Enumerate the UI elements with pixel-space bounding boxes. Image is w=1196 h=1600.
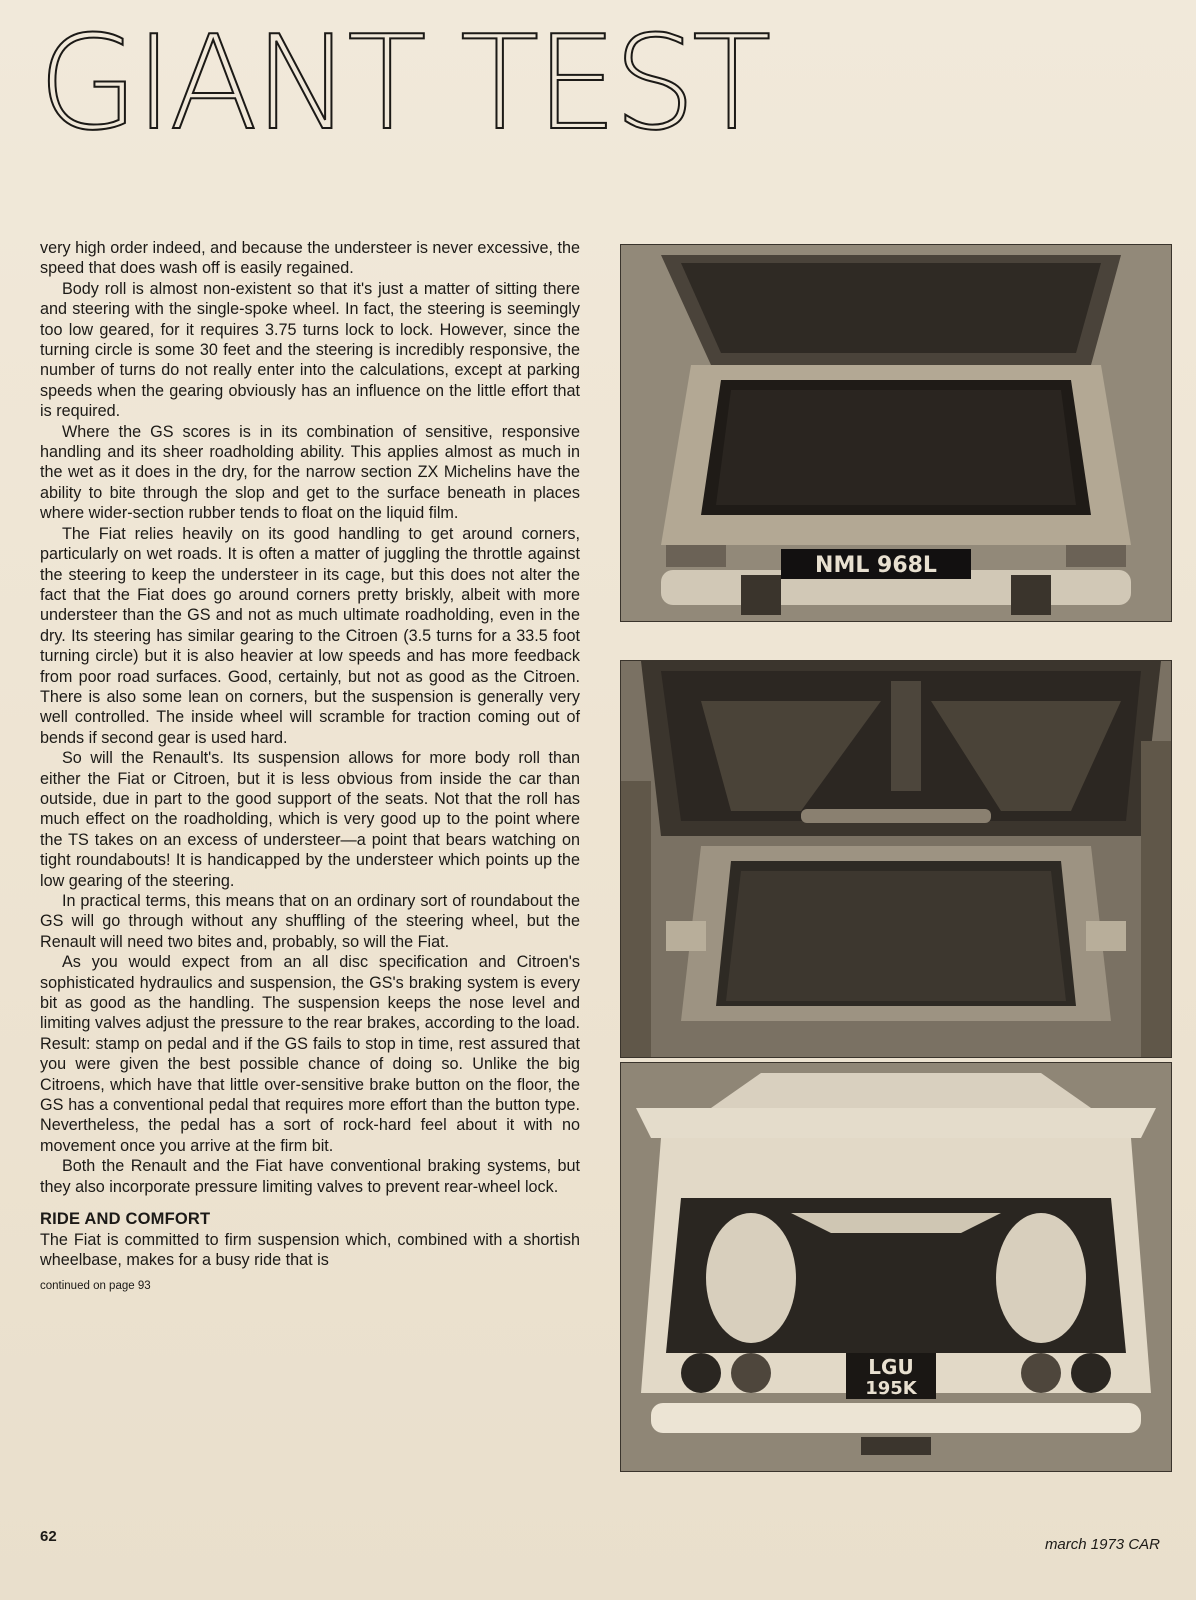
plate-bottom-line1: LGU bbox=[868, 1355, 914, 1379]
paragraph-3: Where the GS scores is in its combination of sensitive, responsive handling and its sheer roadholding ability. This applies almost as much in the wet as it does in the dry, for the narrow section ZX Michelins have the ability to bite through the slop and get to the surface beneath in places where wider-section rubber tends to float on the liquid film. bbox=[40, 422, 580, 523]
article-body bbox=[40, 238, 580, 1297]
issue-footer: march 1973 CAR bbox=[1044, 1536, 1160, 1553]
paragraph-1: very high order indeed, and because the understeer is never excessive, the speed that does wash off is easily regained. bbox=[40, 239, 580, 278]
paragraph-6: In practical terms, this means that on an ordinary sort of roundabout the GS will go through without any shuffling of the steering wheel, but the Renault will need two bites and, probably, so will the Fiat. bbox=[40, 892, 580, 951]
subhead-ride-comfort: RIDE AND COMFORT bbox=[40, 1210, 211, 1229]
paragraph-4: The Fiat relies heavily on its good handling to get around corners, particularly on wet roads. It is often a matter of juggling the throttle against the steering to keep the understeer in its cage, but this does not alter the fact that the Fiat does go around corners pretty briskly, albeit with more understeer than the GS and not as much ultimate roadholding, even in the dry. Its steering has similar gearing to the Citroen (3.5 turns for a 33.5 foot turning circle) but it is also heavier at low speeds and has more feedback from poor road surfaces. Good, certainly, but not as good as the Citroen. There is also some lean on corners, but the suspension is generally very well controlled. The inside wheel will scramble for traction coming out of bends if second gear is used hard. bbox=[40, 524, 580, 747]
paragraph-2: Body roll is almost non-existent so that it's just a matter of sitting there and steering with the single-spoke wheel. In fact, the steering is seemingly too low geared, for it requires 3.75 turns lock to lock. However, since the turning circle is some 30 feet and the steering is incredibly responsive, the number of turns do not really enter into the calculations, except at parking speeds when the gearing obviously has an influence on the little effort that is required. bbox=[40, 279, 580, 421]
plate-bottom-line2: 195K bbox=[865, 1378, 917, 1399]
continued-note: continued on page 93 bbox=[40, 1280, 151, 1293]
photo-fiat-boot bbox=[620, 1062, 1172, 1472]
paragraph-7: As you would expect from an all disc specification and Citroen's sophisticated hydraulics and suspension, the GS's braking system is every bit as good as the handling. The suspension keeps the nose level and limiting valves adjust the pressure to the rear brakes, according to the load. Result: stamp on pedal and if the GS fails to stop in time, rest assured that you were given the best possible chance of doing so. Unlike the big Citroens, which have that little over-sensitive brake button on the floor, the GS has a conventional pedal that requires more effort than the button type. Nevertheless, the pedal has a sort of rock-hard feel about it with no movement once you arrive at the firm bit. bbox=[40, 953, 580, 1155]
photo-citroen-boot bbox=[620, 244, 1172, 622]
paragraph-5: So will the Renault's. Its suspension allows for more body roll than either the Fiat or Citroen, but it is less obvious from inside the car than outside, due in part to the good support of the seats. Not that the roll has much effect on the roadholding, which is very good up to the point where the TS takes on an excess of understeer—a point that bears watching on tight roundabouts! It is handicapped by the understeer which points up the low gearing of the steering. bbox=[40, 749, 580, 890]
photo-renault-boot bbox=[620, 660, 1172, 1058]
paragraph-8: Both the Renault and the Fiat have conventional braking systems, but they also incorporate pressure limiting valves to prevent rear-wheel lock. bbox=[40, 1157, 580, 1196]
headline: GIANT TEST bbox=[38, 7, 768, 159]
page-number: 62 bbox=[40, 1528, 57, 1545]
plate-top: NML 968L bbox=[815, 553, 937, 578]
paragraph-ride: The Fiat is committed to firm suspension which, combined with a shortish wheelbase, makes for a busy ride that is bbox=[40, 1230, 580, 1269]
